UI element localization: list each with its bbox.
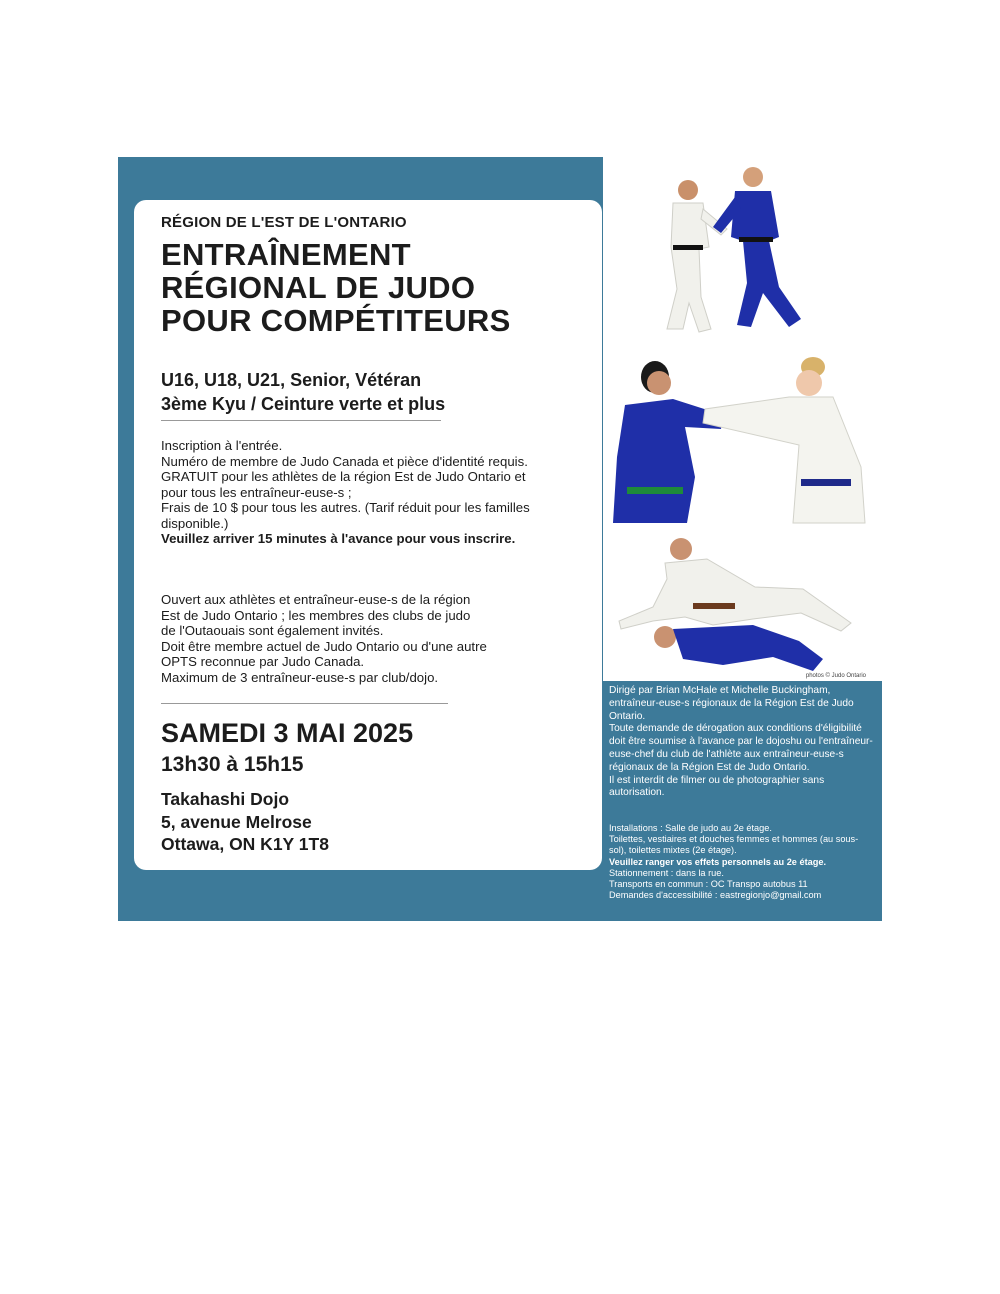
event-date: SAMEDI 3 MAI 2025: [161, 718, 414, 748]
registration-arrival-note: Veuillez arriver 15 minutes à l'avance pour vous inscrire.: [161, 531, 516, 546]
divider: [161, 703, 448, 704]
eligibility-line: de l'Outaouais sont également invités.: [161, 623, 384, 638]
title-line: POUR COMPÉTITEURS: [161, 303, 511, 338]
facilities-line: Installations : Salle de judo au 2e étage.: [609, 823, 772, 833]
photo-credit: photos © Judo Ontario: [805, 673, 866, 679]
facilities-note: Veuillez ranger vos effets personnels au 2e étage.: [609, 856, 827, 867]
facilities-line: Toilettes, vestiaires et douches femmes et hommes (au sous-sol), toilettes mixtes (2e étage).: [609, 834, 859, 856]
eligibility-info: [161, 592, 561, 685]
sidebar-logistics: [609, 823, 873, 901]
logistics-line: Demandes d'accessibilité : eastregionjo@gmail.com: [609, 890, 822, 901]
region-label: RÉGION DE L'EST DE L'ONTARIO: [161, 214, 407, 231]
divider: [161, 420, 441, 421]
logistics-line: Transports en commun : OC Transpo autobus 11: [609, 879, 808, 890]
judo-photo-grip: [603, 347, 882, 525]
sidebar-paragraph: Toute demande de dérogation aux conditions d'éligibilité doit être soumise à l'avance par le dojoshu ou l'entraîneur-euse-chef du club de l'athlète aux entraîneur-euse-s régionaux de la Région Est de Judo Ontario.: [609, 723, 873, 773]
sidebar-paragraph: Dirigé par Brian McHale et Michelle Buckingham, entraîneur-euse-s régionaux de la Région Est de Judo Ontario.: [609, 685, 854, 722]
venue-name: Takahashi Dojo: [161, 789, 290, 809]
sidebar-paragraph: Il est interdit de filmer ou de photographier sans autorisation.: [609, 774, 825, 799]
eligibility-line: Est de Judo Ontario ; les membres des clubs de judo: [161, 607, 471, 623]
event-address: [161, 788, 329, 856]
event-time: 13h30 à 15h15: [161, 753, 304, 776]
title-line: RÉGIONAL DE JUDO: [161, 270, 476, 305]
registration-line: Frais de 10 $ pour tous les autres. (Tarif réduit pour les familles disponible.): [161, 500, 530, 531]
eligibility-line: Ouvert aux athlètes et entraîneur-euse-s de la région: [161, 592, 471, 607]
registration-line: GRATUIT pour les athlètes de la région Est de Judo Ontario et pour tous les entraîneur-euse-s ;: [161, 469, 526, 500]
sidebar-notes: [609, 685, 873, 800]
eligibility-line: Maximum de 3 entraîneur-euse-s par club/dojo.: [161, 669, 439, 685]
judo-photo-throw: [603, 529, 882, 681]
judo-standing-illustration: [603, 157, 882, 343]
judo-throw-illustration: [603, 529, 882, 681]
title-line: ENTRAÎNEMENT: [161, 237, 411, 272]
venue-city: Ottawa, ON K1Y 1T8: [161, 834, 329, 854]
photo-column: [603, 157, 882, 681]
eligibility-line: OPTS reconnue par Judo Canada.: [161, 654, 365, 669]
categories-grade: 3ème Kyu / Ceinture verte et plus: [161, 394, 446, 414]
judo-photo-standing: [603, 157, 882, 343]
venue-street: 5, avenue Melrose: [161, 811, 312, 832]
registration-line: Numéro de membre de Judo Canada et pièce d'identité requis.: [161, 453, 528, 469]
eligibility-line: Doit être membre actuel de Judo Ontario ou d'une autre: [161, 638, 487, 654]
page-title: [161, 238, 511, 337]
categories: [161, 368, 445, 416]
judo-grip-illustration: [603, 347, 882, 525]
info-card: [134, 200, 602, 870]
logistics-line: Stationnement : dans la rue.: [609, 867, 724, 878]
categories-ages: U16, U18, U21, Senior, Vétéran: [161, 370, 422, 390]
registration-line: Inscription à l'entrée.: [161, 438, 283, 453]
registration-info: [161, 438, 561, 547]
